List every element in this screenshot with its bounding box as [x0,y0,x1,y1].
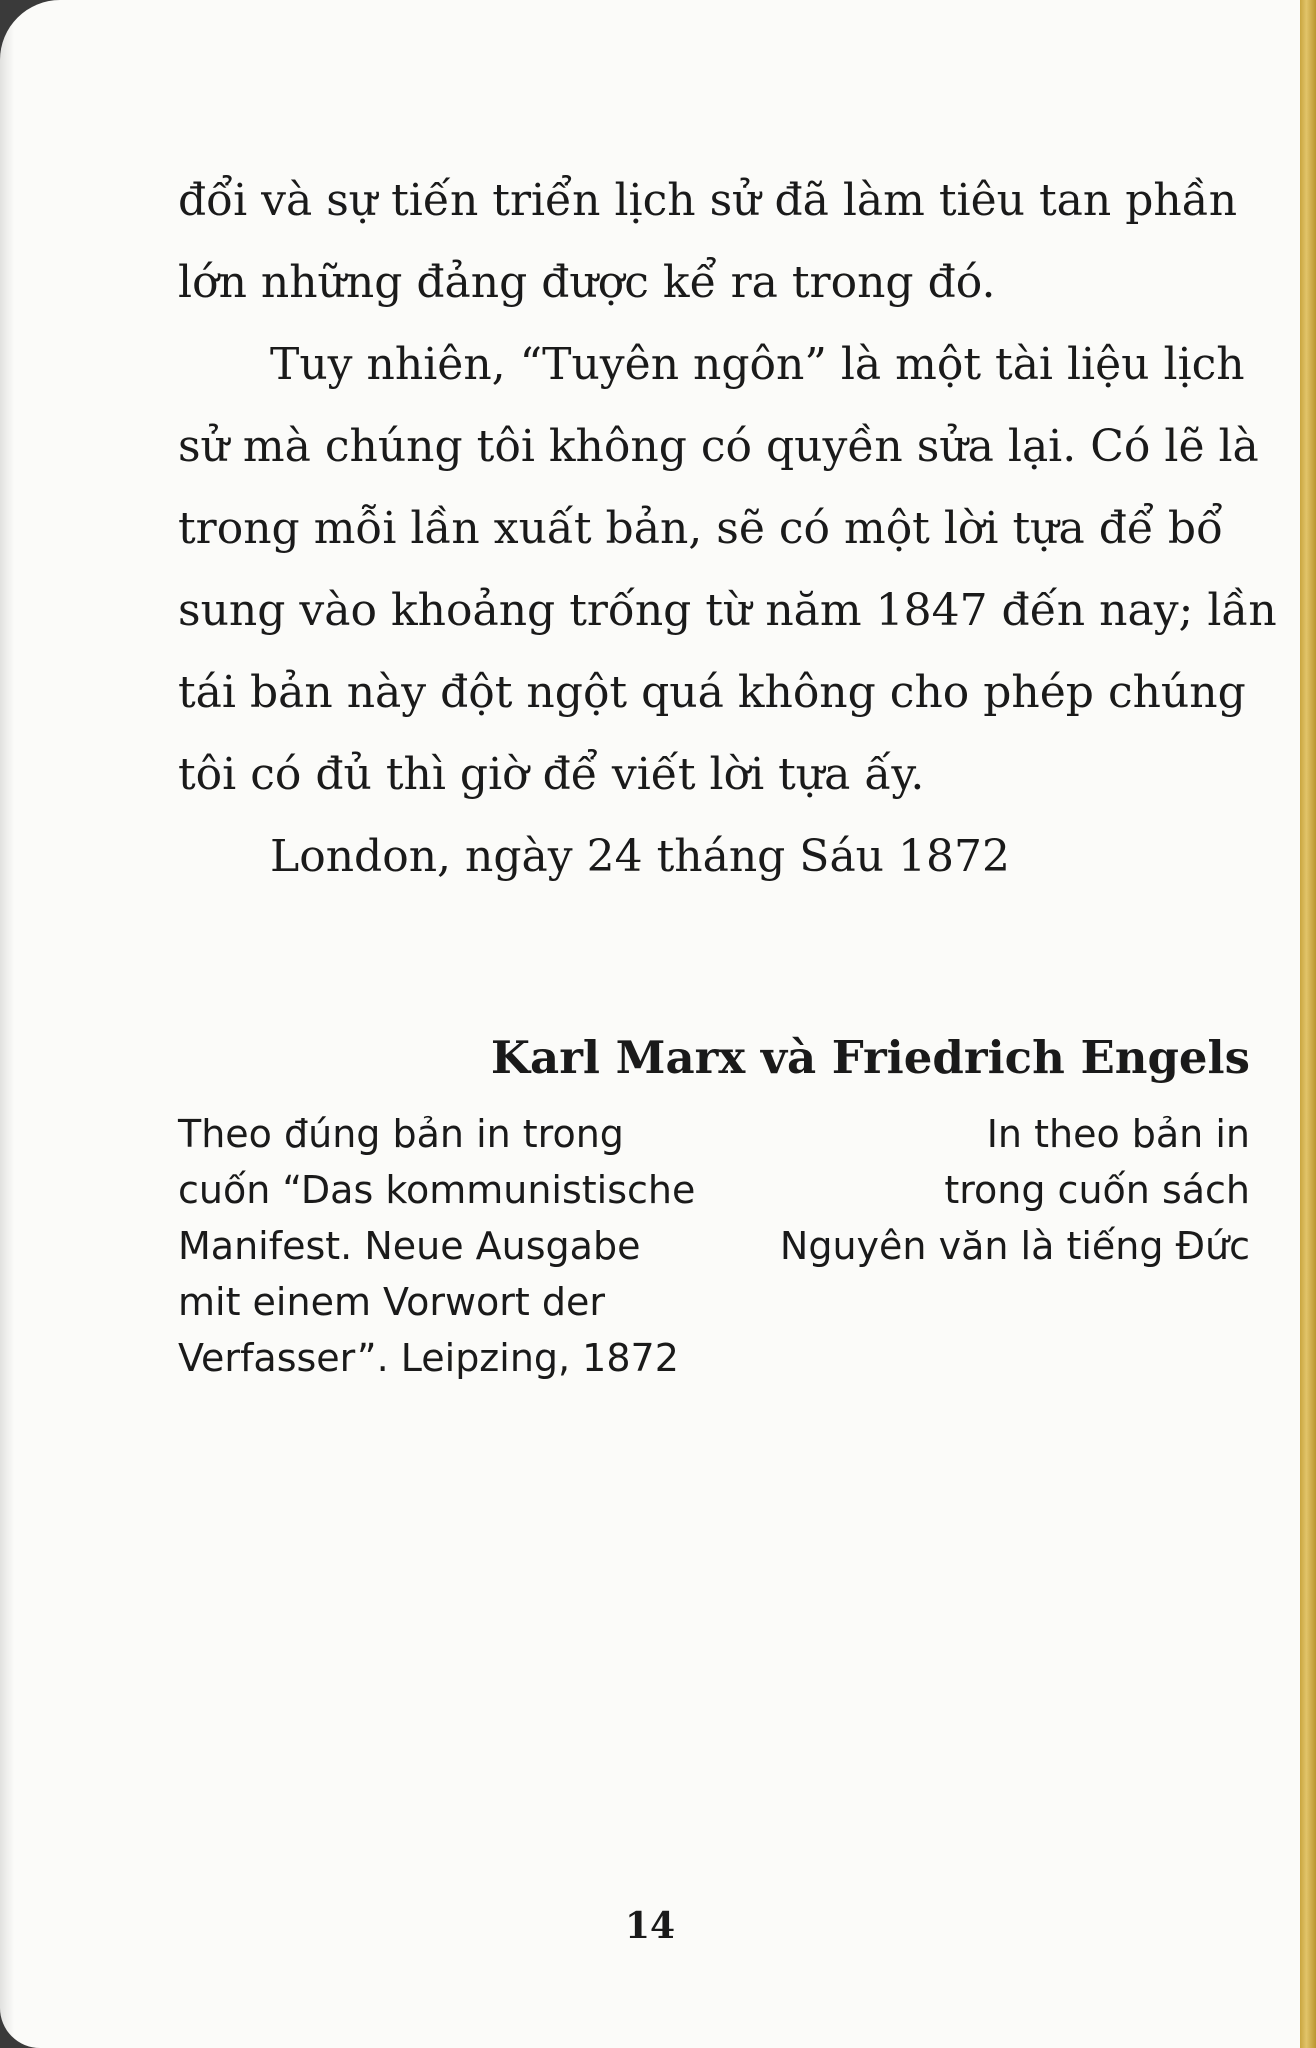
paragraph-1 [178,160,1250,324]
source-note-right [730,1106,1250,1386]
paragraph-2 [178,324,1277,816]
text-line: đổi và sự tiến triển lịch sử đã làm tiêu tan phần [178,175,1238,226]
note-line: In theo bản in [986,1112,1250,1156]
note-line: Manifest. Neue Ausgabe [178,1224,641,1268]
page-gutter-shadow [0,0,14,2048]
text-line: lớn những đảng được kể ra trong đó. [178,257,996,308]
text-line: trong mỗi lần xuất bản, sẽ có một lời tựa để bổ [178,503,1224,554]
text-line: tái bản này đột ngột quá không cho phép chúng [178,667,1246,718]
note-line: trong cuốn sách [944,1168,1250,1212]
source-notes [178,1106,1250,1386]
source-note-left [178,1106,698,1386]
note-line: cuốn “Das kommunistische [178,1168,696,1212]
note-line: mit einem Vorwort der [178,1280,606,1324]
date-line: London, ngày 24 tháng Sáu 1872 [270,831,1010,882]
note-line: Theo đúng bản in trong [178,1112,624,1156]
note-line: Nguyên văn là tiếng Đức [779,1224,1250,1268]
note-line: Verfasser”. Leipzing, 1872 [178,1336,679,1380]
signature: Karl Marx và Friedrich Engels [490,1031,1250,1084]
text-line: Tuy nhiên, “Tuyên ngôn” là một tài liệu lịch [270,339,1245,390]
text-line: sung vào khoảng trống từ năm 1847 đến nay; lần [178,585,1277,636]
page-edge [1300,0,1316,2048]
text-line: sử mà chúng tôi không có quyền sửa lại. Có lẽ là [178,421,1259,472]
page-content [178,160,1277,1386]
body-text [178,160,1277,816]
text-line: tôi có đủ thì giờ để viết lời tựa ấy. [178,749,925,800]
page-number: 14 [624,1905,676,1947]
